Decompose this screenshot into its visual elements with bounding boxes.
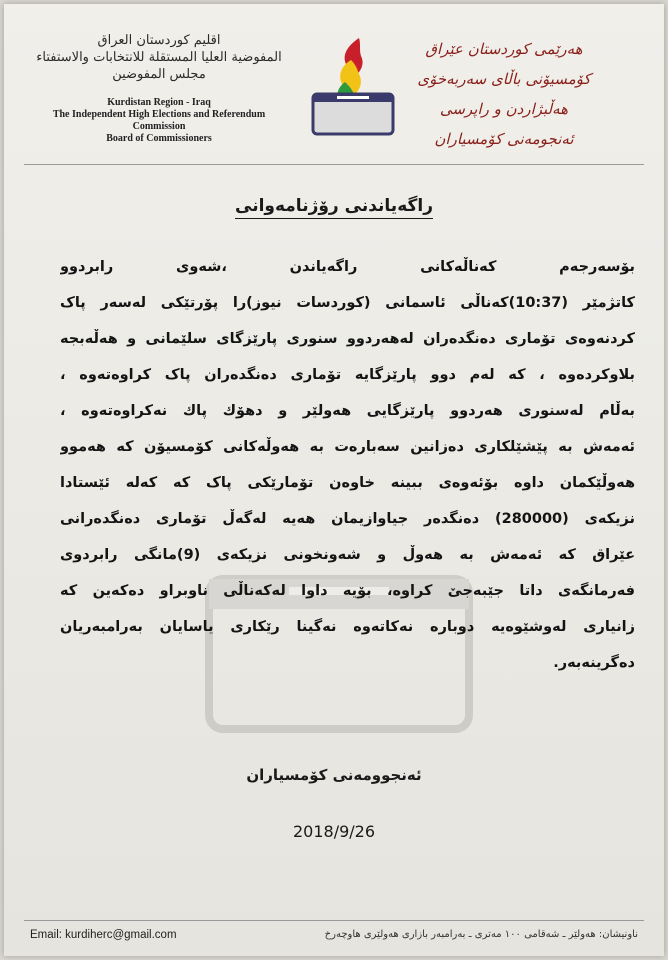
signature-board: ئەنجوومەنی کۆمسیاران <box>246 766 422 784</box>
press-release-body <box>60 249 635 681</box>
body-line-5: بەڵام لەسنوری هەردوو پارێزگایی هەولێر و دهۆك پاك نەکراوەتەوە ، <box>60 403 635 419</box>
document-title <box>4 196 664 216</box>
footer-divider <box>24 920 644 921</box>
body-line-3: کردنەوەی تۆماری دەنگدەران لەهەردوو سنوری پارێزگای سلێمانی و هەڵەبجە <box>60 331 635 347</box>
body-line-7: هەوڵێکمان داوە بۆئەوەی ببینە خاوەن تۆمارێکی پاک کە کەلە ئێستادا <box>60 475 635 491</box>
body-line-6: ئەمەش بە پێشێلکاری دەزانین سەبارەت بە هەوڵەکانی کۆمسیۆن کە هەموو <box>60 439 635 455</box>
header-left-arabic-1: اقليم كوردستان العراق <box>97 33 221 48</box>
header-left-arabic-3: مجلس المفوضين <box>112 67 206 82</box>
footer-email: Email: kurdiherc@gmail.com <box>30 929 177 941</box>
document-title-text: راگەیاندنی رۆژنامەوانی <box>235 196 433 219</box>
header-left-block <box>34 32 284 145</box>
body-line-12: دەگرینەبەر. <box>553 655 635 671</box>
body-line-9: عێراق کە ئەمەش بە هەوڵ و شەونخونی نزیکەی (9)مانگی رابردوی <box>60 547 635 563</box>
body-line-8: نزیکەی (280000) دەنگدەر جیاوازیمان هەیە لەگەڵ تۆماری دەنگدەرانی <box>60 511 635 527</box>
footer-address: ناونیشان: هەولێر ـ شەقامی ١٠٠ مەتری ـ بەرامبەر بازاری هەولێری هاوچەرخ <box>324 929 638 940</box>
body-line-1: بۆسەرجەم کەناڵەکانی راگەیاندن ،شەوی رابردوو <box>60 259 635 275</box>
header-right-line-2: کۆمسیۆنی باڵای سەربەخۆی هەڵبژاردن و راپرسی <box>417 70 591 118</box>
header-left-arabic-2: المفوضية العليا المستقلة للانتخابات والاستفتاء <box>36 50 282 65</box>
body-line-2: کاتژمێر (10:37)کەناڵی ئاسمانی (کوردسات نیوز)را پۆرتێکی لەسەر پاک <box>60 295 635 311</box>
header-divider <box>24 164 644 165</box>
header-left-english-1: Kurdistan Region - Iraq <box>107 97 211 108</box>
body-line-4: بلاوکردەوە ، کە لەم دوو پارێزگایە تۆماری دەنگدەران پاک کراوەتەوە ، <box>60 367 635 383</box>
header-right-block <box>384 34 624 154</box>
body-line-10: فەرمانگەی داتا جێبەجێ کراوە، بۆیە داوا لەکەناڵی ناوبراو دەکەین کە <box>60 583 635 599</box>
document-date: 2018/9/26 <box>292 822 376 841</box>
header-left-english-2: The Independent High Elections and Referendum Commission <box>52 109 266 132</box>
document-page <box>4 4 664 956</box>
header-right-line-3: ئەنجومەنی کۆمسیاران <box>434 130 574 148</box>
header-left-english-3: Board of Commissioners <box>106 133 212 144</box>
body-line-11: زانیاری لەوشێوەیە دوبارە نەکاتەوە نەگینا رێکاری یاسایان بەرامبەریان <box>60 619 635 635</box>
header-right-line-1: هەرێمی کوردستان عێراق <box>425 40 583 58</box>
